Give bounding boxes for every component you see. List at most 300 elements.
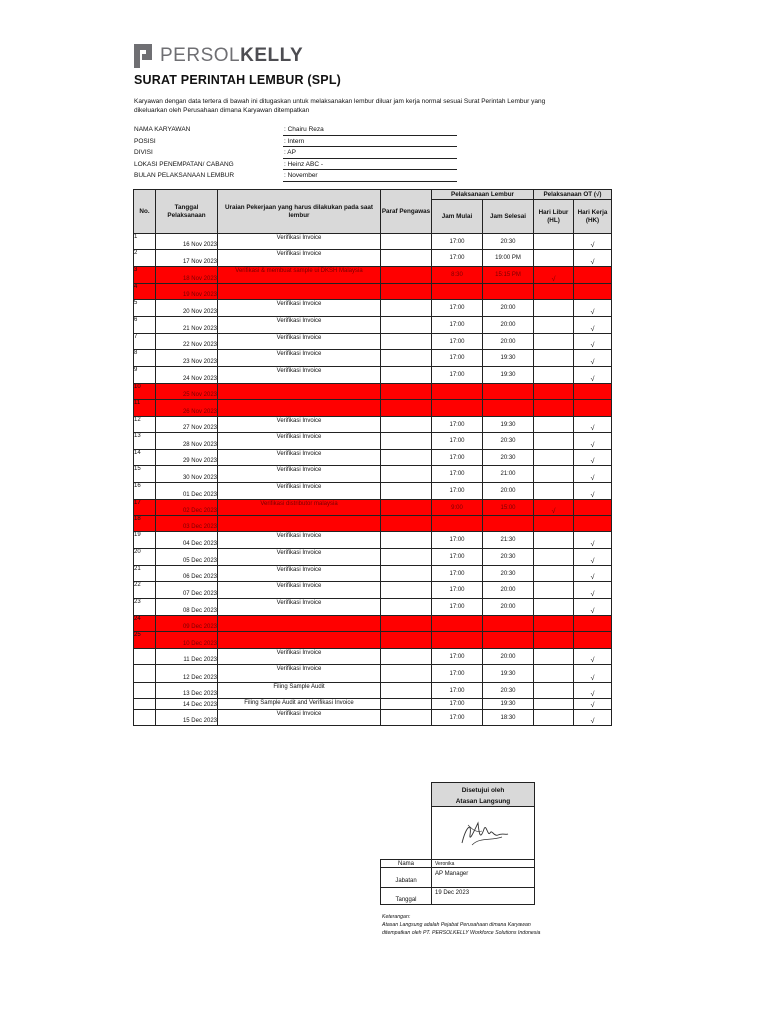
row-date: [156, 516, 218, 532]
intro-paragraph: Karyawan dengan data tertera di bawah ini ditugaskan untuk melaksanakan lembur diluar jam kerja normal sesuai Surat Perintah Lembur yang dikeluarkan oleh Perusahaan dimana Karyawan ditempatkan: [134, 98, 546, 114]
row-start-time-text: 17:00: [449, 687, 465, 694]
table-row: [134, 566, 612, 582]
row-date-text: 17 Nov 2023: [182, 259, 217, 265]
row-date: [156, 350, 218, 367]
row-end-time: [483, 433, 534, 450]
row-date: [156, 400, 218, 417]
info-label: NAMA KARYAWAN: [134, 126, 191, 133]
row-end-time-text: 20:30: [500, 687, 516, 694]
row-date: [156, 466, 218, 483]
row-paraf: [381, 367, 432, 384]
row-holiday-mark: [534, 466, 574, 483]
row-number-text: 11: [134, 400, 141, 406]
row-start-time-text: 17:00: [449, 488, 465, 494]
row-holiday-mark: [534, 450, 574, 466]
row-workday-mark-text: √: [590, 675, 595, 682]
row-date: [156, 417, 218, 433]
row-description: [218, 649, 381, 665]
table-row: [134, 284, 612, 300]
row-end-time: [483, 566, 534, 582]
row-date-text: 18 Nov 2023: [182, 276, 217, 282]
row-holiday-mark: [534, 516, 574, 532]
row-number-text: 24: [134, 616, 141, 622]
row-end-time-text: 15:15 PM: [495, 272, 521, 278]
row-paraf: [381, 599, 432, 616]
row-end-time: [483, 532, 534, 549]
table-row: [134, 649, 612, 665]
row-paraf: [381, 284, 432, 300]
row-holiday-mark: [534, 384, 574, 400]
row-workday-mark: [574, 317, 612, 334]
row-description-text: Filing Sample Audit: [273, 684, 325, 690]
row-workday-mark-text: √: [590, 309, 595, 316]
row-workday-mark-text: √: [590, 326, 595, 333]
row-paraf: [381, 516, 432, 532]
row-date-text: 23 Nov 2023: [182, 359, 217, 365]
row-start-time-text: 17:00: [449, 701, 465, 707]
table-row: [134, 450, 612, 466]
row-workday-mark-text: √: [590, 342, 595, 349]
table-row: [134, 532, 612, 549]
row-number: [134, 582, 156, 599]
row-workday-mark-text: √: [590, 376, 595, 383]
row-workday-mark: [574, 250, 612, 267]
logo-part2: KELLY: [240, 45, 304, 66]
row-workday-mark: [574, 699, 612, 710]
row-end-time-text: 20:00: [500, 305, 516, 311]
row-holiday-mark: [534, 632, 574, 649]
row-workday-mark-text: √: [590, 458, 595, 465]
table-row: [134, 367, 612, 384]
table-row: [134, 267, 612, 284]
row-workday-mark-text: √: [590, 558, 595, 565]
row-holiday-mark: [534, 400, 574, 417]
row-workday-mark-text: √: [590, 657, 595, 664]
row-description: [218, 417, 381, 433]
row-number-text: 18: [134, 516, 141, 522]
row-number: [134, 683, 156, 699]
header-pelaksanaan-lembur: Pelaksanaan Lembur: [432, 190, 534, 200]
row-date-text: 06 Dec 2023: [182, 574, 217, 580]
header-paraf: Paraf Pengawas: [381, 190, 432, 234]
row-description: [218, 699, 381, 710]
row-date-text: 14 Dec 2023: [182, 702, 217, 708]
row-paraf: [381, 710, 432, 726]
row-workday-mark-text: √: [590, 425, 595, 432]
row-end-time: [483, 632, 534, 649]
row-workday-mark-text: √: [590, 259, 595, 266]
info-value: : AP: [284, 149, 296, 156]
logo-mark-icon: [134, 44, 152, 68]
row-number: [134, 500, 156, 516]
overtime-table: [133, 189, 612, 726]
approval-heading: [431, 782, 535, 807]
row-workday-mark-text: √: [590, 492, 595, 499]
row-end-time: [483, 466, 534, 483]
info-value: : Heinz ABC -: [284, 160, 324, 168]
row-start-time: [432, 566, 483, 582]
row-workday-mark-text: √: [590, 702, 595, 709]
row-start-time-text: 17:00: [449, 338, 465, 345]
approval-heading-line2: Atasan Langsung: [455, 798, 511, 805]
row-end-time: [483, 516, 534, 532]
row-start-time-text: 8:30: [451, 272, 463, 278]
row-holiday-mark: [534, 367, 574, 384]
row-workday-mark: [574, 665, 612, 683]
row-start-time: [432, 516, 483, 532]
row-workday-mark-text: √: [590, 691, 595, 698]
row-description-text: [218, 632, 380, 634]
row-number-text: 10: [134, 384, 141, 390]
row-workday-mark: [574, 234, 612, 250]
row-description: [218, 616, 381, 632]
row-workday-mark-text: √: [590, 608, 595, 615]
row-date: [156, 649, 218, 665]
table-row: [134, 317, 612, 334]
row-paraf: [381, 632, 432, 649]
row-holiday-mark: [534, 665, 574, 683]
row-start-time: [432, 433, 483, 450]
table-row: [134, 350, 612, 367]
row-holiday-mark: [534, 699, 574, 710]
row-paraf: [381, 267, 432, 284]
row-start-time: [432, 532, 483, 549]
row-description: [218, 632, 381, 649]
row-date: [156, 433, 218, 450]
row-number: [134, 300, 156, 317]
row-number-text: 3: [134, 267, 138, 273]
row-end-time-text: 19:30: [500, 372, 516, 378]
table-row: [134, 483, 612, 500]
row-start-time-text: 9:00: [451, 504, 463, 511]
row-date-text: 29 Nov 2023: [182, 458, 217, 464]
row-end-time-text: 20:30: [500, 438, 516, 444]
row-paraf: [381, 300, 432, 317]
table-row: [134, 632, 612, 649]
row-end-time-text: 20:00: [500, 488, 516, 494]
row-number: [134, 317, 156, 334]
approval-date-label: Tanggal: [381, 888, 432, 905]
row-description-text: Verifikasi Invoice: [276, 301, 322, 307]
info-label: LOKASI PENEMPATAN/ CABANG: [134, 160, 234, 168]
footnote-line1: Keterangan:: [382, 914, 411, 920]
row-date-text: 30 Nov 2023: [182, 475, 217, 481]
table-row: [134, 384, 612, 400]
row-description: [218, 566, 381, 582]
row-paraf: [381, 384, 432, 400]
row-start-time: [432, 500, 483, 516]
row-description-text: Verifikasi Invoice: [276, 484, 322, 490]
row-start-time: [432, 350, 483, 367]
row-date: [156, 300, 218, 317]
row-description: [218, 516, 381, 532]
row-paraf: [381, 665, 432, 683]
row-start-time: [432, 300, 483, 317]
row-start-time: [432, 483, 483, 500]
table-row: [134, 433, 612, 450]
row-end-time: [483, 250, 534, 267]
row-paraf: [381, 649, 432, 665]
row-description-text: Verifikasi Invoice: [276, 550, 322, 556]
row-date: [156, 699, 218, 710]
row-number: [134, 234, 156, 250]
row-workday-mark: [574, 466, 612, 483]
row-date: [156, 500, 218, 516]
row-description-text: Verifikasi Invoice: [276, 467, 322, 473]
row-date-text: 07 Dec 2023: [182, 591, 217, 597]
row-number-text: 5: [134, 300, 138, 306]
row-end-time: [483, 450, 534, 466]
row-paraf: [381, 616, 432, 632]
row-date: [156, 549, 218, 566]
row-workday-mark: [574, 483, 612, 500]
row-number-text: 13: [134, 433, 141, 439]
table-row: [134, 400, 612, 417]
row-end-time-text: 19:30: [500, 670, 516, 677]
row-description: [218, 350, 381, 367]
row-date-text: 25 Nov 2023: [182, 392, 217, 398]
row-number: [134, 450, 156, 466]
row-workday-mark: [574, 532, 612, 549]
row-end-time: [483, 683, 534, 699]
row-holiday-mark: [534, 599, 574, 616]
row-end-time-text: 15:00: [500, 504, 516, 511]
row-date: [156, 234, 218, 250]
row-workday-mark-text: √: [590, 475, 595, 482]
row-end-time: [483, 699, 534, 710]
row-number-text: 12: [134, 417, 141, 423]
row-end-time: [483, 417, 534, 433]
row-workday-mark: [574, 649, 612, 665]
row-date-text: 27 Nov 2023: [182, 425, 217, 431]
row-start-time-text: 17:00: [449, 537, 465, 543]
row-description-text: Verifikasi Invoice: [276, 451, 322, 457]
row-start-time-text: 17:00: [449, 554, 465, 560]
row-workday-mark: [574, 433, 612, 450]
row-workday-mark-text: √: [590, 591, 595, 598]
row-description-text: Verifikasi Invoice: [276, 351, 322, 357]
row-start-time-text: 17:00: [449, 438, 465, 444]
row-holiday-mark: [534, 683, 574, 699]
row-workday-mark-text: √: [590, 574, 595, 581]
row-description: [218, 665, 381, 683]
row-start-time: [432, 599, 483, 616]
row-date-text: 09 Dec 2023: [182, 624, 217, 630]
row-start-time: [432, 710, 483, 726]
row-start-time: [432, 234, 483, 250]
row-end-time-text: 20:00: [500, 322, 516, 328]
row-number: [134, 334, 156, 350]
row-paraf: [381, 334, 432, 350]
row-description: [218, 532, 381, 549]
row-end-time: [483, 616, 534, 632]
row-paraf: [381, 683, 432, 699]
approval-details: [380, 859, 535, 905]
row-description: [218, 384, 381, 400]
row-date-text: 20 Nov 2023: [182, 309, 217, 315]
row-start-time: [432, 384, 483, 400]
table-row: [134, 683, 612, 699]
row-number: [134, 516, 156, 532]
table-row: [134, 699, 612, 710]
table-row: [134, 300, 612, 317]
row-workday-mark: [574, 300, 612, 317]
row-end-time: [483, 599, 534, 616]
table-row: [134, 710, 612, 726]
row-workday-mark: [574, 267, 612, 284]
row-description: [218, 683, 381, 699]
row-number: [134, 250, 156, 267]
row-date: [156, 267, 218, 284]
row-description-text: Verifikasi Invoice: [276, 583, 322, 589]
row-description-text: [218, 516, 380, 518]
row-number: [134, 549, 156, 566]
row-end-time: [483, 710, 534, 726]
row-date-text: 26 Nov 2023: [182, 409, 217, 415]
row-date-text: 04 Dec 2023: [182, 541, 217, 547]
row-description: [218, 433, 381, 450]
row-end-time-text: 19:30: [500, 701, 516, 707]
row-start-time-text: 17:00: [449, 454, 465, 461]
info-label: DIVISI: [134, 149, 153, 156]
row-start-time-text: 17:00: [449, 587, 465, 593]
row-workday-mark: [574, 400, 612, 417]
row-number: [134, 400, 156, 417]
table-row: [134, 516, 612, 532]
row-workday-mark: [574, 599, 612, 616]
row-date: [156, 532, 218, 549]
row-workday-mark: [574, 384, 612, 400]
row-description-text: [218, 284, 380, 286]
row-holiday-mark: [534, 616, 574, 632]
logo-part1: PERSOL: [160, 45, 241, 66]
row-description-text: Verifikasi Invoice: [276, 418, 322, 424]
row-end-time-text: 21:00: [500, 471, 516, 477]
approval-date-value: 19 Dec 2023: [432, 888, 535, 905]
row-start-time: [432, 699, 483, 710]
row-number: [134, 350, 156, 367]
row-number-text: 25: [134, 632, 141, 638]
row-date: [156, 566, 218, 582]
row-description-text: Verifikasi Invoice: [276, 235, 322, 241]
row-number: [134, 284, 156, 300]
row-number: [134, 710, 156, 726]
row-start-time: [432, 400, 483, 417]
row-number-text: 15: [134, 466, 141, 472]
row-date: [156, 665, 218, 683]
info-value: : Intern: [284, 137, 305, 145]
row-paraf: [381, 234, 432, 250]
row-description-text: Verifikasi Invoice: [276, 711, 322, 717]
row-description-text: [218, 384, 380, 386]
row-description-text: [218, 400, 380, 402]
row-number: [134, 566, 156, 582]
row-start-time-text: 17:00: [449, 570, 465, 577]
row-description: [218, 466, 381, 483]
row-date: [156, 582, 218, 599]
row-description-text: Verifikasi Invoice: [276, 666, 322, 672]
table-row: [134, 466, 612, 483]
row-number-text: 23: [134, 599, 141, 605]
row-description-text: Filing Sample Audit and Verifikasi Invoice: [244, 700, 354, 706]
row-paraf: [381, 450, 432, 466]
row-workday-mark: [574, 632, 612, 649]
row-date: [156, 384, 218, 400]
row-end-time: [483, 582, 534, 599]
row-start-time: [432, 367, 483, 384]
row-description: [218, 284, 381, 300]
row-holiday-mark: [534, 532, 574, 549]
row-start-time: [432, 649, 483, 665]
row-holiday-mark: [534, 267, 574, 284]
row-end-time-text: 19:00 PM: [495, 255, 521, 261]
row-workday-mark: [574, 616, 612, 632]
row-start-time-text: 17:00: [449, 372, 465, 378]
table-row: [134, 665, 612, 683]
info-value: : Chairu Reza: [284, 126, 324, 133]
row-number-text: 17: [134, 500, 141, 506]
row-description: [218, 400, 381, 417]
row-end-time: [483, 367, 534, 384]
row-number-text: 21: [134, 566, 141, 572]
row-holiday-mark: [534, 710, 574, 726]
row-paraf: [381, 582, 432, 599]
row-date-text: 12 Dec 2023: [182, 675, 217, 681]
row-start-time: [432, 417, 483, 433]
row-date: [156, 334, 218, 350]
row-workday-mark: [574, 500, 612, 516]
row-description: [218, 250, 381, 267]
footnote: [382, 913, 540, 937]
row-description: [218, 582, 381, 599]
row-description-text: Verifikasi Invoice: [276, 533, 322, 539]
row-number: [134, 599, 156, 616]
row-number-text: 2: [134, 250, 138, 256]
row-description: [218, 483, 381, 500]
row-end-time-text: 20:00: [500, 587, 516, 593]
row-number: [134, 384, 156, 400]
table-row: [134, 616, 612, 632]
row-holiday-mark: [534, 284, 574, 300]
row-start-time: [432, 549, 483, 566]
row-end-time: [483, 234, 534, 250]
row-number-text: 16: [134, 483, 141, 489]
company-logo: [134, 43, 303, 69]
row-paraf: [381, 500, 432, 516]
row-workday-mark-text: √: [590, 541, 595, 548]
info-value: : November: [284, 172, 318, 179]
row-holiday-mark: [534, 433, 574, 450]
row-start-time: [432, 450, 483, 466]
row-holiday-mark: [534, 549, 574, 566]
row-end-time-text: 20:00: [500, 653, 516, 660]
row-end-time: [483, 500, 534, 516]
approval-position-value: AP Manager: [432, 868, 535, 888]
approval-heading-line1: Disetujui oleh: [461, 787, 505, 794]
row-start-time-text: 17:00: [449, 255, 465, 261]
row-start-time-text: 17:00: [449, 322, 465, 328]
row-date-text: 11 Dec 2023: [183, 657, 217, 663]
approval-name-value: Veronika: [432, 860, 535, 868]
logo-text: [160, 45, 303, 67]
row-end-time: [483, 284, 534, 300]
table-row: [134, 549, 612, 566]
footnote-line2: Atasan Langsung adalah Pejabat Perusahaan dimana Karyawan: [382, 922, 531, 928]
row-end-time: [483, 334, 534, 350]
row-holiday-mark: [534, 500, 574, 516]
row-date: [156, 632, 218, 649]
row-end-time-text: 21:30: [500, 537, 516, 543]
